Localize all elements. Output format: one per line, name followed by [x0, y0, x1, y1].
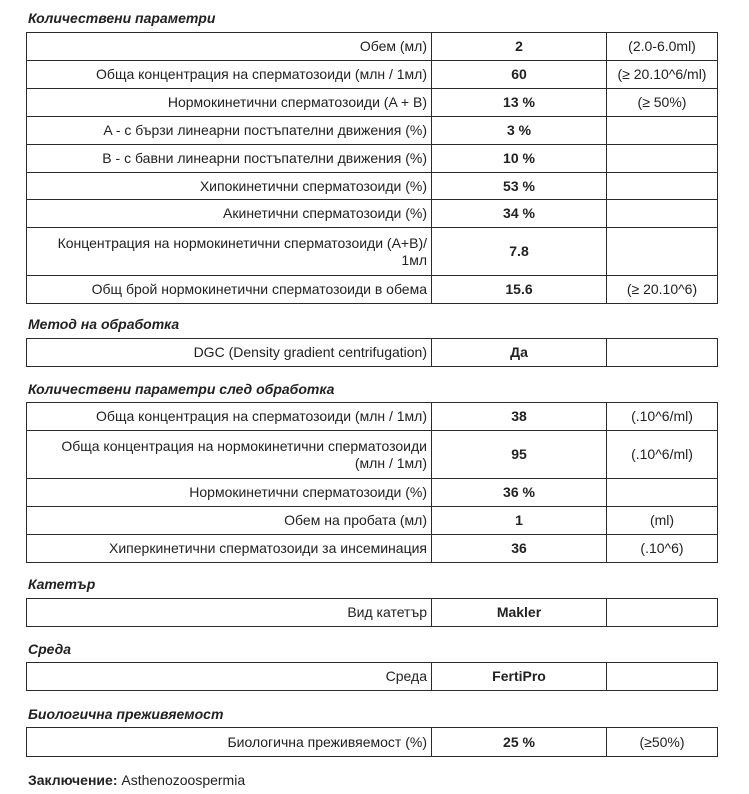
row-reference — [607, 200, 718, 228]
section-title-medium: Среда — [28, 641, 72, 657]
row-value: 3 % — [432, 117, 607, 145]
table-quantitative — [26, 32, 718, 304]
row-value: 1 — [432, 507, 607, 535]
conclusion-value: Asthenozoospermia — [121, 772, 246, 788]
row-label: A - с бързи линеарни постъпателни движения (%) — [27, 117, 432, 145]
row-label: Хиперкинетични сперматозоиди за инсеминация — [27, 535, 432, 563]
table-row — [27, 339, 718, 367]
row-value: 15.6 — [432, 276, 607, 304]
row-value: FertiPro — [432, 663, 607, 691]
table-row — [27, 117, 718, 145]
table-row — [27, 728, 718, 757]
row-label: Акинетични сперматозоиди (%) — [27, 200, 432, 228]
table-row — [27, 145, 718, 173]
row-label: Обща концентрация на сперматозоиди (млн / 1мл) — [27, 61, 432, 89]
row-reference — [607, 117, 718, 145]
table-row — [27, 403, 718, 431]
row-value: 36 % — [432, 479, 607, 507]
row-reference — [607, 663, 718, 691]
table-post-processing — [26, 402, 718, 563]
row-label: Обща концентрация на сперматозоиди (млн / 1мл) — [27, 403, 432, 431]
table-processing-method — [26, 338, 718, 367]
row-label: Биологична преживяемост (%) — [27, 728, 432, 757]
table-catheter — [26, 598, 718, 627]
table-row — [27, 228, 718, 276]
row-label: Обем на пробата (мл) — [27, 507, 432, 535]
row-reference — [607, 479, 718, 507]
table-row — [27, 479, 718, 507]
row-value: 13 % — [432, 89, 607, 117]
table-row — [27, 200, 718, 228]
row-reference: (≥ 20.10^6) — [607, 276, 718, 304]
row-reference: (.10^6/ml) — [607, 403, 718, 431]
table-row — [27, 276, 718, 304]
row-value: 36 — [432, 535, 607, 563]
table-medium — [26, 662, 718, 691]
row-reference — [607, 599, 718, 627]
row-reference: (ml) — [607, 507, 718, 535]
row-label: Хипокинетични сперматозоиди (%) — [27, 173, 432, 200]
row-value: 34 % — [432, 200, 607, 228]
row-value: Да — [432, 339, 607, 367]
table-row — [27, 89, 718, 117]
section-title-processing-method: Метод на обработка — [28, 316, 180, 332]
row-value: 95 — [432, 431, 607, 479]
row-value: 25 % — [432, 728, 607, 757]
section-title-post-processing: Количествени параметри след обработка — [28, 381, 335, 397]
row-label: Обем (мл) — [27, 33, 432, 61]
row-label: B - с бавни линеарни постъпателни движения (%) — [27, 145, 432, 173]
row-reference: (≥ 20.10^6/ml) — [607, 61, 718, 89]
conclusion — [28, 771, 245, 789]
table-row — [27, 663, 718, 691]
row-label: Нормокинетични сперматозоиди (A + B) — [27, 89, 432, 117]
table-row — [27, 535, 718, 563]
table-row — [27, 173, 718, 200]
table-biological-survival — [26, 727, 718, 757]
table-row — [27, 431, 718, 479]
row-reference — [607, 228, 718, 276]
row-value: 2 — [432, 33, 607, 61]
row-reference — [607, 173, 718, 200]
row-label: DGC (Density gradient centrifugation) — [27, 339, 432, 367]
row-reference — [607, 339, 718, 367]
row-reference — [607, 145, 718, 173]
row-value: 53 % — [432, 173, 607, 200]
section-title-quantitative: Количествени параметри — [28, 10, 216, 26]
row-reference: (≥50%) — [607, 728, 718, 757]
row-value: Makler — [432, 599, 607, 627]
row-label: Общ брой нормокинетични сперматозоиди в обема — [27, 276, 432, 304]
row-reference: (.10^6) — [607, 535, 718, 563]
row-label: Обща концентрация на нормокинетични сперматозоиди (млн / 1мл) — [27, 431, 432, 479]
row-value: 7.8 — [432, 228, 607, 276]
row-reference: (≥ 50%) — [607, 89, 718, 117]
row-label: Нормокинетични сперматозоиди (%) — [27, 479, 432, 507]
row-label: Концентрация на нормокинетични сперматозоиди (A+B)/ 1мл — [27, 228, 432, 276]
row-value: 60 — [432, 61, 607, 89]
table-row — [27, 599, 718, 627]
row-value: 38 — [432, 403, 607, 431]
row-label: Вид катетър — [27, 599, 432, 627]
table-row — [27, 507, 718, 535]
row-label: Среда — [27, 663, 432, 691]
section-title-biological-survival: Биологична преживяемост — [28, 706, 224, 722]
section-title-catheter: Катетър — [28, 576, 96, 592]
conclusion-label: Заключение: — [28, 772, 118, 788]
row-reference: (2.0-6.0ml) — [607, 33, 718, 61]
table-row — [27, 61, 718, 89]
table-row — [27, 33, 718, 61]
row-reference: (.10^6/ml) — [607, 431, 718, 479]
row-value: 10 % — [432, 145, 607, 173]
